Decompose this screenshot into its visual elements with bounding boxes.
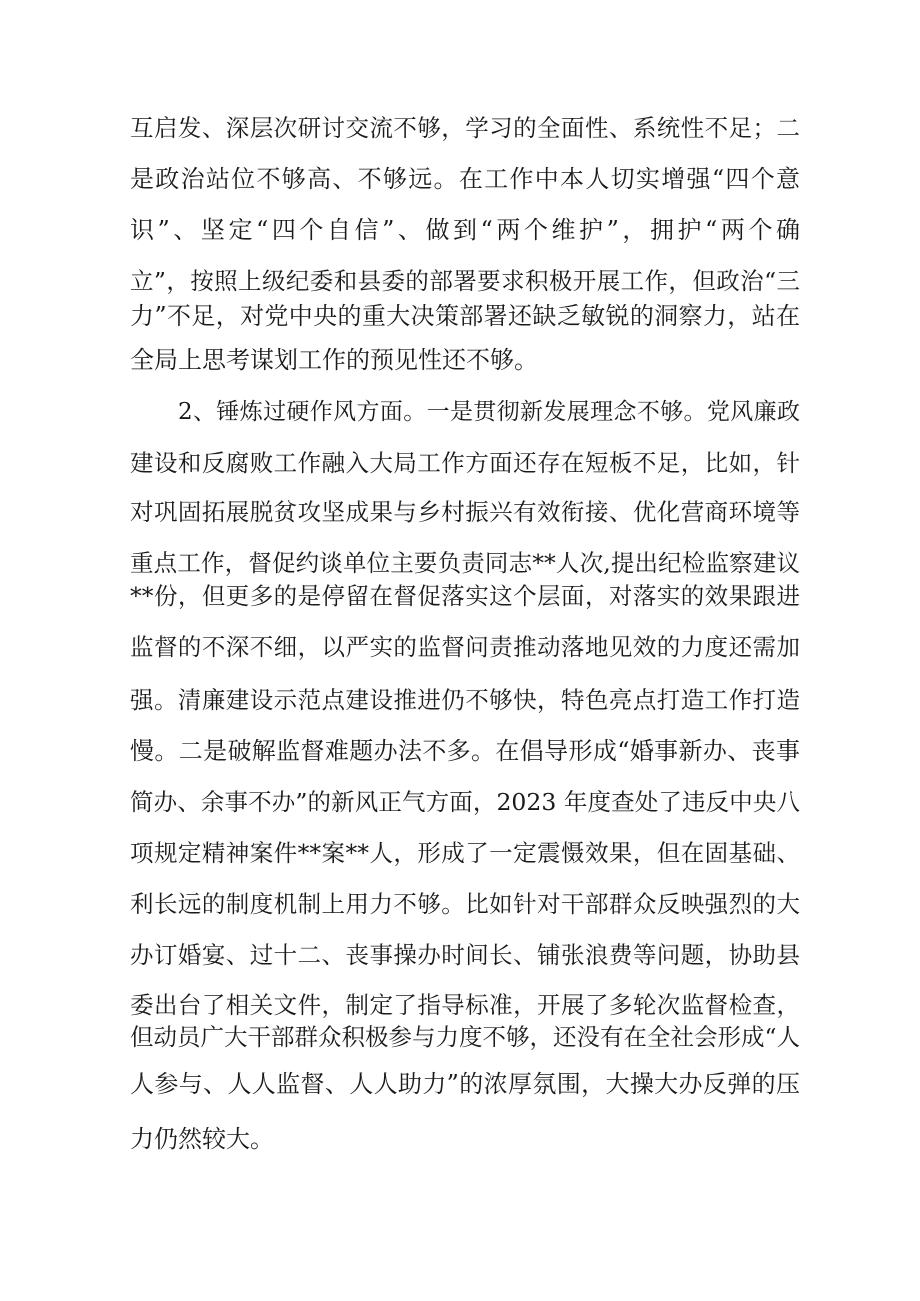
text-line: 强。清廉建设示范点建设推进仍不够快，特色亮点打造工作打造: [130, 686, 800, 714]
text-line: 重点工作，督促约谈单位主要负责同志**人次,提出纪检监察建议: [130, 549, 800, 577]
text-line: 办订婚宴、过十二、丧事操办时间长、铺张浪费等问题，协助县: [130, 941, 800, 969]
text-line: 人参与、人人监督、人人助力”的浓厚氛围，大操大办反弹的压: [130, 1070, 800, 1098]
text-line: 项规定精神案件**案**人，形成了一定震慑效果，但在固基础、: [130, 839, 800, 867]
text-line: 委出台了相关文件，制定了指导标准，开展了多轮次监督检查，: [130, 991, 800, 1019]
text-line: 对巩固拓展脱贫攻坚成果与乡村振兴有效衔接、优化营商环境等: [130, 498, 800, 526]
section-heading-line: 2、锤炼过硬作风方面。一是贯彻新发展理念不够。党风廉政: [178, 399, 800, 425]
text-line: 互启发、深层次研讨交流不够，学习的全面性、系统性不足；二: [130, 114, 800, 142]
text-line: 全局上思考谋划工作的预见性还不够。: [130, 346, 538, 374]
text-line: 建设和反腐败工作融入大局工作方面还存在短板不足，比如，针: [130, 449, 800, 477]
text-line: 识”、坚定“四个自信”、做到“两个维护”，拥护“两个确: [130, 216, 800, 244]
text-line: 利长远的制度机制上用力不够。比如针对干部群众反映强烈的大: [130, 890, 800, 918]
text-line: 立”，按照上级纪委和县委的部署要求积极开展工作，但政治“三: [130, 267, 800, 295]
text-line: 力仍然较大。: [130, 1125, 274, 1153]
text-line: 是政治站位不够高、不够远。在工作中本人切实增强“四个意: [130, 165, 800, 193]
text-line: 慢。二是破解监督难题办法不多。在倡导形成“婚事新办、丧事: [130, 737, 800, 765]
text-line: 力”不足，对党中央的重大决策部署还缺乏敏锐的洞察力，站在: [130, 302, 800, 330]
text-line: 简办、余事不办”的新风正气方面，2023 年度查处了违反中央八: [130, 788, 800, 816]
text-line: 但动员广大干部群众积极参与力度不够，还没有在全社会形成“人: [130, 1023, 801, 1051]
text-line: **份，但更多的是停留在督促落实这个层面，对落实的效果跟进: [130, 582, 800, 610]
text-line: 监督的不深不细，以严实的监督问责推动落地见效的力度还需加: [130, 633, 800, 661]
